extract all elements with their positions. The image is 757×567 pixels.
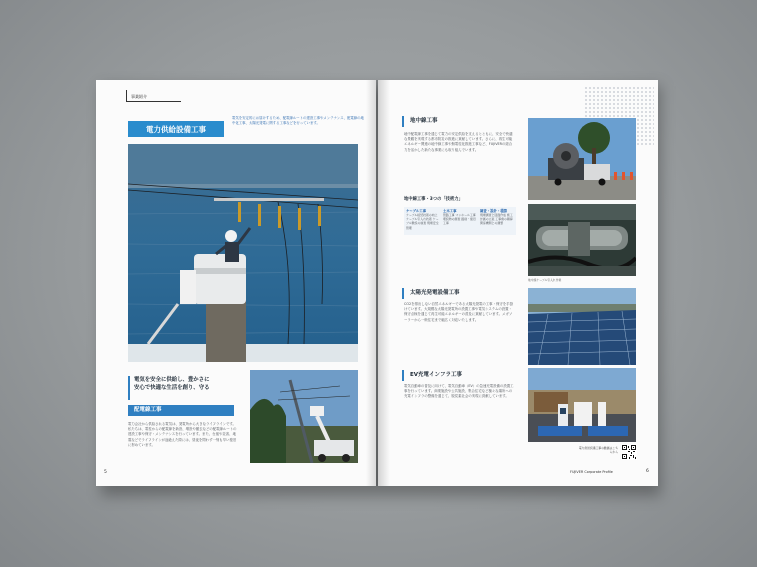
bucket-truck-photo — [250, 370, 358, 463]
tech-col1-title: ケーブル工事 — [406, 209, 427, 213]
body-text: 電力会社から供給される電気は、発電所から大きなライフラインです。私たちは、電柱からの配電線を新設、増設や撤去などの配電線ルートの建設工事や保守・メンテナンスを行っています。また、台風や災害、地震などでライフラインが途絶えた際には、昼夜を問わず一刻も早い復旧に努めています。 — [128, 422, 237, 447]
solar-body: CO2を排出しない自然エネルギーである太陽光発電の工事・保守を手掛けています。大規模な太陽光発電所の設置工事や電気システムの設置・保守点検を通じて再生可能エネルギーの普及に貢献しています。メガソーラーから一般住宅まで幅広く対応いたします。 — [404, 302, 513, 322]
tech-table — [404, 207, 516, 235]
intro-text: 電気を安定的にお届けするため、配電線ルートの建設工事やメンテナンス、配電線の地中化工事、太陽光発電に関する工事などを行っています。 — [232, 116, 364, 126]
section-tag: 事業紹介 — [126, 90, 181, 102]
catch-line-2: 安心で快適な生活を創り、守る — [134, 385, 210, 391]
tech-col2-body: 管路工事 マンホール工事 埋設物の調査 掘削・復旧工事 — [443, 213, 476, 226]
right-page — [378, 80, 658, 486]
brochure-gutter — [366, 80, 390, 486]
page-number-right: 6 — [646, 469, 649, 474]
page-number-left: 5 — [104, 470, 107, 475]
tech-col2-title: 土木工事 — [443, 209, 457, 213]
underground-heading: 地中線工事 — [402, 116, 512, 127]
tech-col3-body: 現場調査と図面作成 施工計画の立案 工事費の積算 関係機関との調整 — [480, 213, 513, 226]
footer-text: FUJIVER Corporate Profile — [570, 470, 613, 474]
tech-title: 地中線工事・3つの「技術力」 — [404, 197, 463, 202]
lineworker-photo — [128, 144, 358, 362]
solar-heading: 太陽光発電設備工事 — [402, 288, 512, 299]
catch-line-1: 電気を安全に供給し、豊かさに — [134, 377, 210, 383]
ev-heading: EV充電インフラ工事 — [402, 370, 512, 381]
sub-heading: 配電線工事 — [128, 405, 234, 416]
qr-code[interactable] — [621, 444, 637, 460]
page-title: 電力供給設備工事 — [128, 121, 224, 137]
ev-charger-photo — [528, 368, 636, 442]
ev-body: 電気自動車の普及に向けて、電気自動車（EV）の急速充電設備の設置工事を行っています。商業施設や公共施設、集合住宅など様々な場所への充電インフラの整備を通じて、脱炭素社会の実現に貢献しています。 — [404, 384, 514, 399]
qr-caption: 電力供給設備工事の動画はこちらから — [578, 446, 618, 454]
left-page — [96, 80, 376, 486]
cable-drum-truck-photo — [528, 118, 636, 200]
tech-col3-title: 調査・設計・積算 — [480, 209, 508, 213]
underground-body: 地中配電線工事を通じて電力の安定供給を支えるとともに、安全で快適な景観を実現する都市防災の推進に貢献しています。さらに、再生可能エネルギー関連の地中線工事や無電柱化推進工事など、FUJIVERの総合力を活かした新たな事業にも取り組んでいます。 — [404, 132, 513, 152]
solar-panel-photo — [528, 288, 636, 365]
photo-caption: 地中線ケーブル引入れ作業 — [528, 278, 562, 282]
tech-col1-body: ケーブル接続技術の向上 ケーブル引入れ技術 ケーブル敷設の検査 現場安全管理 — [406, 213, 439, 230]
cable-equipment-photo — [528, 204, 636, 276]
